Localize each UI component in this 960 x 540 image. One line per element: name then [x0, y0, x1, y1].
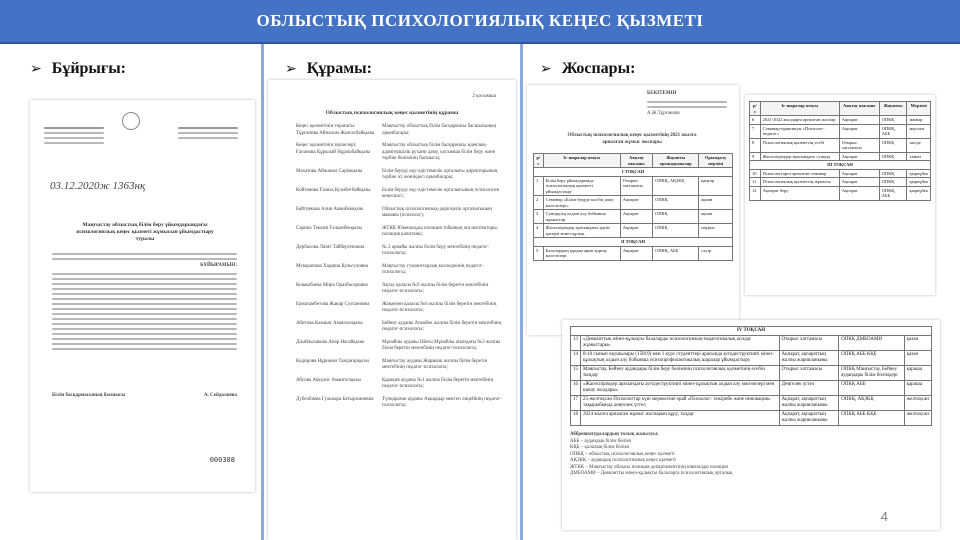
- table-cell: қараша: [904, 381, 931, 396]
- table-cell: ОПКҚ: [879, 169, 907, 178]
- plan-document-page-1: [527, 85, 739, 335]
- member-position: Облыстық психологиялық-дәрігерлік орталығының маманы (психолог);: [382, 206, 492, 218]
- member-position: Ақтау қаласы №9 жалпы білім беретін мектебінің педагог-психологы;: [382, 282, 489, 294]
- member-position: Маңғыстау гуманитарлық колледжінің педагог-психологы;: [382, 263, 484, 275]
- table-cell: Семинар-практикум «Психолог-педагог»: [760, 124, 839, 138]
- table-cell: Ақпарат, ақпараттың жалпы жарияланымы: [779, 396, 839, 411]
- table-cell: 8-10 сынып оқушылары (15819) мен 1 курс студенттері арасында аутодеструктивті мінез-құлықтың алдын алу бойынша психопрофилактикалық шаралар ұйымдастыру: [581, 351, 780, 366]
- composition-row: [296, 207, 504, 220]
- table-cell: 6: [750, 116, 761, 125]
- table-cell: қыркүйек: [907, 178, 931, 187]
- composition-row: [296, 124, 504, 137]
- table-cell: ОПКҚ: [653, 224, 699, 238]
- table-cell: сәуір: [699, 246, 733, 260]
- table-cell: 9: [750, 152, 761, 161]
- table-header-cell: Аяқтау нысаны: [620, 154, 652, 168]
- member-name: Кеңес қызметінің төрағасы: Тұрғанова Айназым Жалғасбайқызы: [296, 124, 375, 136]
- section-label: Жоспары:: [561, 60, 636, 77]
- plan-table-3: [570, 326, 932, 426]
- table-cell: желтоқсан: [904, 396, 931, 411]
- table-cell: 16: [571, 381, 581, 396]
- order-signature: [52, 393, 237, 400]
- abbrev-item: ДМБОАМИ – Девиантты мінез-құлықты балаларға психологиялық орталық: [570, 471, 733, 476]
- order-date: 03.12.2020ж 1363нқ: [50, 180, 146, 192]
- composition-row: [296, 143, 504, 163]
- composition-row: [296, 169, 504, 182]
- table-cell: шілде: [907, 138, 931, 152]
- composition-row: [296, 188, 504, 201]
- member-position: Қарақия ауданы №1 жалпы білім беретін мектебінің педагог-психологы;: [382, 377, 494, 389]
- table-cell: 8: [750, 138, 761, 152]
- table-header-cell: Іс-шаралар атауы: [760, 102, 839, 116]
- member-position: ЖТКК Ювенальды полиция тобының аға инспекторы, полиция капитаны;: [382, 225, 498, 237]
- arrow-bullet-icon: ➢: [285, 61, 297, 77]
- table-cell: ОПКҚ, АББ: [879, 124, 907, 138]
- member-position: Білім беруді оқу-әдістемелік орталығының психология кеңесшісі;: [382, 187, 499, 199]
- member-name: Дубелбаева Гульнара Батыржановна: [296, 396, 374, 402]
- table-cell: қаңтар: [699, 176, 733, 196]
- member-name: Дербасова Лязат Тайбергеновна: [296, 244, 365, 250]
- table-cell: Жасөспірімдер арасындағы суицид: [760, 152, 839, 161]
- table-cell: 2021-2022 жылдарға арналған жоспар: [760, 116, 839, 125]
- composition-row: [296, 302, 504, 315]
- table-cell: Ақпарат: [620, 196, 652, 210]
- composition-row: [296, 340, 504, 353]
- table-header-cell: р/с: [750, 102, 761, 116]
- abbrev-item: ОПКҚ – облыстық психологиялық кеңес қызметі: [570, 451, 675, 457]
- member-name: Джайлызакова Анар Нагайқызы: [296, 339, 365, 345]
- composition-row: [296, 378, 504, 391]
- table-cell: ақпан: [699, 196, 733, 210]
- page-number: 4: [880, 509, 888, 524]
- table-cell: 3: [534, 210, 544, 224]
- quarter-label: ІІІ ТОҚСАН: [750, 161, 931, 170]
- member-position: Маңғыстау облыстық білім басқармасы басшысының орынбасары;: [382, 124, 497, 136]
- abbrev-item: КҚБ – қалалық білім бөлімі: [570, 445, 630, 450]
- table-header-cell: Орындалу мерзімі: [699, 154, 733, 168]
- section-label: Бұйрығы:: [51, 60, 127, 77]
- table-row: [571, 351, 932, 366]
- table-row: [571, 411, 932, 426]
- composition-row: [296, 397, 504, 410]
- member-name: Кеңес қызметінің мүшелері: Ғапанова Құрылай Нұрлыбайқызы: [296, 143, 371, 155]
- plan-title: Облыстық психологиялық кеңес қызметінің 2021 жылға арналған жұмыс жоспары: [567, 133, 697, 145]
- abbrev-item: АББ – аудандық білім бөлімі: [570, 438, 632, 444]
- emblem-icon: [122, 112, 140, 130]
- table-cell: мамыр: [907, 116, 931, 125]
- composition-row: [296, 359, 504, 372]
- table-row: [750, 152, 931, 161]
- table-cell: Ақпарат: [839, 186, 879, 200]
- table-cell: ОПКҚ, АҚЗКҚ: [653, 176, 699, 196]
- table-header-cell: Мерзімі: [907, 102, 931, 116]
- table-cell: Суицидтің алдын алу бойынша жұмыстар: [543, 210, 620, 224]
- plan-document-page-3: [562, 320, 940, 530]
- approver-name: А.Ж.Тұрғанова: [647, 110, 680, 116]
- table-row: [750, 116, 931, 125]
- table-row: [750, 178, 931, 187]
- order-title: Маңғыстау облыстық білім беру ұйымдарындағы психологиялық кеңес қызметі жұмысын ұйымдастыру туралы: [76, 222, 214, 242]
- table-row: [534, 176, 733, 196]
- table-cell: Отырыс хаттамасы: [779, 366, 839, 381]
- member-name: Ермагамбетова Жанар Султановна: [296, 301, 370, 307]
- member-position: Маңғыстау ауданы Жармыш жалпы білім беретін мектебінің педагог-психологы;: [382, 358, 488, 370]
- table-cell: ОПКҚ ДМБОАМИ: [839, 336, 905, 351]
- table-cell: Білім беру ұйымдарында психологиялық қызметті ұйымдастыру: [543, 176, 620, 196]
- member-position: Бейнеу ауданы Атамбек жалпы білім беретін мектебінің педагог-психологы;: [382, 320, 502, 332]
- table-cell: қараша: [904, 366, 931, 381]
- table-cell: Ақпарат беру: [760, 186, 839, 200]
- column-divider-right: [520, 44, 523, 540]
- quarter-label: IV ТОҚСАН: [571, 327, 932, 336]
- member-name: Абитова Камшат Аманзолқызы: [296, 320, 363, 326]
- table-cell: Балалардың құқықтарын қорғау мәселелері: [543, 246, 620, 260]
- table-cell: Ақпарат: [620, 224, 652, 238]
- table-cell: қазан: [904, 336, 931, 351]
- table-cell: 10: [750, 169, 761, 178]
- column-divider-left: [261, 44, 264, 540]
- table-cell: 13: [571, 336, 581, 351]
- table-header-cell: Жауапты орындаушылар: [653, 154, 699, 168]
- table-cell: маусым: [907, 124, 931, 138]
- arrow-bullet-icon: ➢: [30, 61, 42, 77]
- table-cell: ОПКҚ АББ: [839, 381, 905, 396]
- composition-row: [296, 245, 504, 258]
- table-cell: Отырыс хаттамасы: [779, 336, 839, 351]
- table-cell: 4: [534, 224, 544, 238]
- composition-document-image: [268, 80, 516, 540]
- table-cell: 15: [571, 366, 581, 381]
- header-right-block: [178, 124, 238, 142]
- table-row: [750, 124, 931, 138]
- composition-row: [296, 226, 504, 239]
- table-header-cell: р/с: [534, 154, 544, 168]
- table-row: [534, 196, 733, 210]
- table-cell: 2024 жылға арналған жұмыс жоспарын құру, талдау: [581, 411, 780, 426]
- table-header-cell: Жауапты: [879, 102, 907, 116]
- member-position: Түпқараған ауданы Ақшұқыр мектеп лицейінің педагог-психологы;: [382, 396, 502, 408]
- document-number: 000308: [209, 456, 235, 464]
- table-cell: 7: [750, 124, 761, 138]
- table-cell: «Жасөспірімдер арасындағы аутодеструктивті мінез-құлықтың алдын алу мәселелері мен шешу жолдары»: [581, 381, 780, 396]
- quarter-label: І ТОҚСАН: [534, 168, 733, 177]
- table-cell: 5: [534, 246, 544, 260]
- order-body: [52, 250, 237, 353]
- table-cell: қыркүйек: [907, 186, 931, 200]
- table-cell: Ақпарат: [839, 152, 879, 161]
- member-position: Жаңаөзен қаласы №6 жалпы білім беретін мектебінің педагог-психологы;: [382, 301, 497, 313]
- section-title-plan: [540, 60, 635, 78]
- section-label: Құрамы:: [306, 60, 372, 77]
- abbrev-list: [570, 439, 932, 478]
- composition-list: [296, 124, 504, 416]
- slide-title: ОБЛЫСТЫҚ ПСИХОЛОГИЯЛЫҚ КЕҢЕС ҚЫЗМЕТІ: [256, 11, 704, 30]
- table-cell: Ақпарат, ақпараттың жалпы жарияланымы: [779, 411, 839, 426]
- table-cell: ОПКҚ АББ КҚБ: [839, 351, 905, 366]
- member-name: Кадирова Нұрижан Тандағарқызы: [296, 358, 369, 364]
- member-name: Махатова Айжамал Сәрімқызы: [296, 168, 363, 174]
- order-command: БҰЙЫРАМЫН:: [200, 263, 237, 268]
- table-cell: Ақпарат: [620, 246, 652, 260]
- section-title-order: [30, 60, 126, 78]
- table-cell: Психологиялық қызметтің жұмысы: [760, 178, 839, 187]
- member-position: № 2 арнайы жалпы білім беру мектебінің педагог-психологы;: [382, 244, 490, 256]
- table-cell: Ақпарат: [839, 178, 879, 187]
- table-cell: Ақпарат: [839, 116, 879, 125]
- arrow-bullet-icon: ➢: [540, 61, 552, 77]
- table-cell: ОПКҚ: [879, 152, 907, 161]
- member-position: Мұнайлы ауданы Шоғы Мұнайлы атындағы №3 жалпы білім беретін мектебінің педагог-психологы;: [382, 339, 501, 351]
- signer-label: Білім басқармасының басшысы: [52, 393, 126, 398]
- member-name: Мукарапова Хадиша Кульгуловна: [296, 263, 368, 269]
- table-cell: ОПКҚ, АББ: [879, 186, 907, 200]
- table-cell: Маңғыстау, Бейнеу аудандары білім беру бөлімінің психологиялық қызметінің есебін тыңдау: [581, 366, 780, 381]
- table-row: [750, 169, 931, 178]
- table-cell: Дөңгелек үстел: [779, 381, 839, 396]
- table-cell: 12: [750, 186, 761, 200]
- table-cell: 18: [571, 411, 581, 426]
- member-position: Маңғыстау облыстық білім басқармасы идеялық-адамгершілік рухани даму, қосымша білім беру және тәрбие бөлімінің басшысы;: [382, 143, 496, 161]
- table-row: [534, 224, 733, 238]
- member-position: Білім беруді оқу-әдістемелік орталығы директорының тәрбие ісі жөніндегі орынбасары;: [382, 168, 498, 180]
- table-cell: 1: [534, 176, 544, 196]
- table-row: [750, 138, 931, 152]
- table-row: [571, 336, 932, 351]
- table-header-cell: Аяқтау нысаны: [839, 102, 879, 116]
- table-cell: Ақпарат: [620, 210, 652, 224]
- table-cell: 2: [534, 196, 544, 210]
- abbrev-title: Аббревиатуралардың толық жазылуы:: [570, 432, 659, 437]
- table-cell: Ақпарат: [839, 169, 879, 178]
- table-cell: 11: [750, 178, 761, 187]
- table-cell: ОПКҚ Маңғыстау, Бейнеу аудандары білім бөлімдері: [839, 366, 905, 381]
- table-header-cell: Іс-шаралар атауы: [543, 154, 620, 168]
- table-cell: қыркүйек: [907, 169, 931, 178]
- table-cell: ОПКҚ, АББ: [653, 246, 699, 260]
- table-cell: ОПКҚ: [879, 116, 907, 125]
- table-cell: ақпан: [699, 210, 733, 224]
- member-name: Койтанова Ғазиза Кузибетбайқызы: [296, 187, 371, 193]
- table-row: [571, 366, 932, 381]
- table-cell: Жасөспірімдер арасындағы қауіп-қатерлі мінез-құлық: [543, 224, 620, 238]
- table-row: [750, 186, 931, 200]
- table-cell: желтоқсан: [904, 411, 931, 426]
- table-cell: ОПКҚ, АҚЗКҚ: [839, 396, 905, 411]
- composition-row: [296, 264, 504, 277]
- table-row: [534, 246, 733, 260]
- table-cell: ОПКҚ: [879, 138, 907, 152]
- table-cell: тамыз: [907, 152, 931, 161]
- quarter-label: ІІ ТОҚСАН: [534, 238, 733, 247]
- table-cell: қазан: [904, 351, 931, 366]
- abbrev-item: ЖТКК – Маңғыстау облысы полиция департаментінің ювеналды полиция: [570, 464, 728, 470]
- table-cell: 25-желтоқсан Психологтар күні мерекесіне орай «Психолог: тәжірибе және инновация» тақырыбында дөңгелек үстел: [581, 396, 780, 411]
- table-cell: 14: [571, 351, 581, 366]
- composition-title: Облыстық психологиялық кеңес қызметінің құрамы: [325, 110, 459, 116]
- section-title-composition: [285, 60, 372, 78]
- table-cell: Психологтарға арналған семинар: [760, 169, 839, 178]
- member-name: Байтуякова Алия Аманбекқызы: [296, 206, 364, 212]
- plan-document-page-2: [745, 95, 935, 295]
- table-cell: Ақпарат, ақпараттың жалпы жарияланымы: [779, 351, 839, 366]
- table-cell: ОПКҚ: [879, 178, 907, 187]
- composition-row: [296, 283, 504, 296]
- table-cell: 17: [571, 396, 581, 411]
- composition-row: [296, 321, 504, 334]
- header-left-block: [44, 124, 104, 147]
- appendix-note: 2 қосымша: [472, 94, 496, 99]
- table-cell: Семинар «Білім беруде кәсіби даму мәселелері»: [543, 196, 620, 210]
- approval-label: БЕКІТЕМІН: [647, 91, 677, 96]
- table-row: [571, 381, 932, 396]
- plan-table-2: [749, 101, 931, 201]
- table-row: [571, 396, 932, 411]
- table-cell: ОПКҚ: [653, 210, 699, 224]
- order-document-image: [30, 100, 255, 492]
- signer-name: А. Сейдалиева: [203, 393, 237, 398]
- table-cell: Отырыс хаттамасы: [839, 138, 879, 152]
- abbrev-item: АҚЗКҚ – аудандық психологиялық кеңес қызметі: [570, 458, 676, 463]
- table-cell: Отырыс хаттамасы: [620, 176, 652, 196]
- member-name: Сарина Теккин Ғалымбекқызы: [296, 225, 362, 231]
- table-cell: ОПКҚ: [653, 196, 699, 210]
- plan-table-1: [533, 153, 733, 261]
- table-cell: Психологиялық қызметтің есебі: [760, 138, 839, 152]
- member-name: Абуова Ақкүміс Амангосқызы: [296, 377, 361, 383]
- member-name: Кошкобаева Мира Оразбасаровна: [296, 282, 368, 288]
- table-cell: наурыз: [699, 224, 733, 238]
- table-cell: «Девианттық мінез-құлықты балаларды психологиялық-педагогикалық қолдау жұмыстары»: [581, 336, 780, 351]
- table-cell: Ақпарат: [839, 124, 879, 138]
- approval-block: [647, 91, 727, 117]
- table-cell: ОПКҚ АББ КҚБ: [839, 411, 905, 426]
- table-row: [534, 210, 733, 224]
- slide-header: [0, 0, 960, 44]
